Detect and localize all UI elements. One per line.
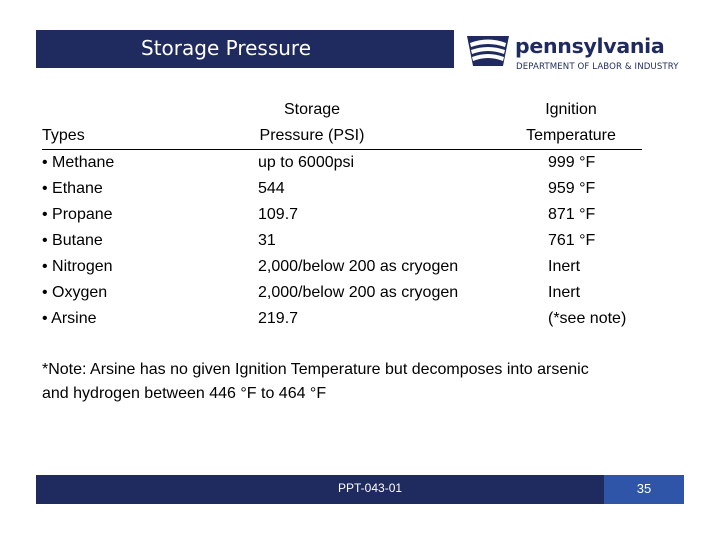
pressure-cell: 544 xyxy=(258,180,285,197)
slide-title: Storage Pressure xyxy=(141,36,312,60)
ignition-header-line1: Ignition xyxy=(545,101,597,118)
ignition-cell: (*see note) xyxy=(548,310,627,327)
type-cell: • Nitrogen xyxy=(42,258,113,275)
ignition-cell: 959 °F xyxy=(548,180,596,197)
pressure-column xyxy=(232,97,502,332)
arsine-note xyxy=(42,358,682,406)
type-cell: • Arsine xyxy=(42,310,97,327)
pressure-cell: 2,000/below 200 as cryogen xyxy=(258,284,459,301)
ignition-header xyxy=(502,97,642,150)
note-line-1: *Note: Arsine has no given Ignition Temperature but decomposes into arsenic xyxy=(42,361,589,378)
types-header: Types xyxy=(42,123,232,150)
ignition-cell: 761 °F xyxy=(548,232,596,249)
type-cell: • Butane xyxy=(42,232,103,249)
footer-bar xyxy=(36,475,684,504)
pressure-cell: 109.7 xyxy=(258,206,299,223)
pressure-cell: 31 xyxy=(258,232,276,249)
page-number-box xyxy=(604,475,684,504)
type-cell: • Ethane xyxy=(42,180,103,197)
pennsylvania-logo xyxy=(465,30,690,76)
ignition-cell: 999 °F xyxy=(548,154,596,171)
page-number: 35 xyxy=(636,481,652,496)
keystone-icon xyxy=(465,32,511,74)
ignition-header-line2: Temperature xyxy=(526,127,616,144)
title-bar xyxy=(36,30,454,68)
pressure-header-line1: Storage xyxy=(283,101,341,118)
ignition-cell: 871 °F xyxy=(548,206,596,223)
type-cell: • Propane xyxy=(42,206,113,223)
note-line-2: and hydrogen between 446 °F to 464 °F xyxy=(42,385,327,402)
pressure-cell: up to 6000psi xyxy=(258,154,355,171)
logo-subtitle: DEPARTMENT OF LABOR & INDUSTRY xyxy=(516,62,679,72)
pressure-cell: 219.7 xyxy=(258,310,299,327)
ignition-cell: Inert xyxy=(548,284,581,301)
pressure-header-line2: Pressure (PSI) xyxy=(259,127,365,144)
pressure-cell: 2,000/below 200 as cryogen xyxy=(258,258,459,275)
type-cell: • Methane xyxy=(42,154,115,171)
logo-name: pennsylvania xyxy=(515,34,665,58)
types-column xyxy=(42,123,232,332)
type-cell: • Oxygen xyxy=(42,284,108,301)
ignition-cell: Inert xyxy=(548,258,581,275)
pressure-header xyxy=(232,97,502,150)
footer-code: PPT-043-01 xyxy=(338,481,403,495)
ignition-column xyxy=(502,97,642,332)
